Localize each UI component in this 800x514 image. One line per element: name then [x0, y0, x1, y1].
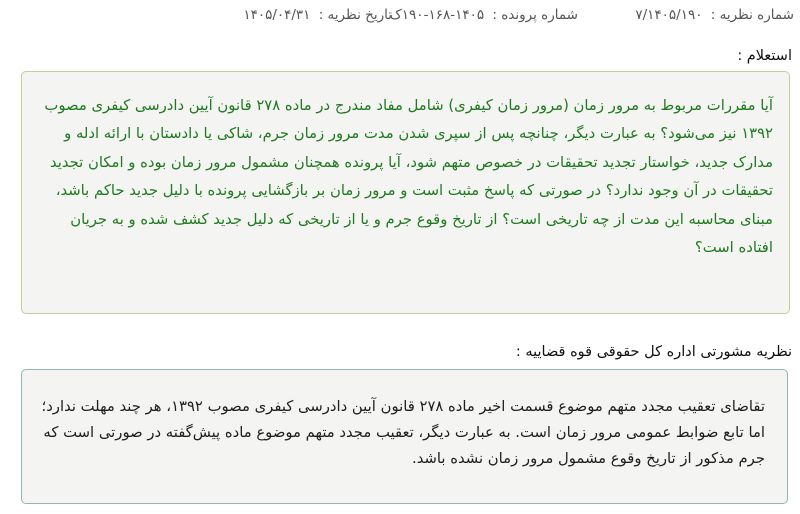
opinion-heading: نظریه مشورتی اداره کل حقوقی قوه قضاییه :	[515, 344, 792, 360]
opinion-date-label: تاریخ نظریه :	[318, 7, 392, 23]
opinion-date-value: ۱۴۰۵/۰۴/۳۱	[243, 7, 311, 23]
opinion-number-value: ۷/۱۴۰۵/۱۹۰	[635, 7, 703, 23]
case-number-value: ۱۴۰۵-۱۶۸-۱۹۰ک	[389, 7, 485, 23]
opinion-date	[243, 7, 392, 23]
metadata-bar	[0, 0, 800, 30]
opinion-box	[21, 369, 788, 504]
inquiry-heading: استعلام :	[737, 48, 792, 64]
inquiry-text: آیا مقررات مربوط به مرور زمان (مرور زمان کیفری) شامل مفاد مندرج در ماده ۲۷۸ قانون آیین دادرسی کیفری مصوب ۱۳۹۲ نیز می‌شود؟ به عبارت دیگر، چنانچه پس از سپری شدن مدت مرور زمان جرم، شاکی یا دادستان با ارائه ادله و مدارک جدید، خواستار تجدید تحقیقات در خصوص متهم شود، آیا پرونده همچنان مشمول مرور زمان بوده و امکان تجدید تحقیقات در آن وجود ندارد؟ در صورتی که پاسخ مثبت است و مرور زمان بر بازگشایی پرونده با دلیل جدید حاکم باشد، مبنای محاسبه این مدت از چه تاریخی است؟ از تاریخ وقوع جرم و یا از تاریخی که دلیل جدید کشف شده و به جریان افتاده است؟	[44, 97, 773, 257]
case-number-label: شماره پرونده :	[492, 7, 578, 23]
opinion-number-label: شماره نظریه :	[710, 7, 794, 23]
opinion-number	[635, 7, 794, 23]
inquiry-box	[21, 71, 790, 314]
case-number	[390, 7, 578, 23]
opinion-text: تقاضای تعقیب مجدد متهم موضوع قسمت اخیر ماده ۲۷۸ قانون آیین دادرسی کیفری مصوب ۱۳۹۲، هر چند مهلت ندارد؛ اما تابع ضوابط عمومی مرور زمان است. به عبارت دیگر، تعقیب مجدد متهم موضوع ماده پیش‌گفته در صورتی است که جرم مذکور از تاریخ وقوع مشمول مرور زمان نشده باشد.	[41, 398, 765, 467]
